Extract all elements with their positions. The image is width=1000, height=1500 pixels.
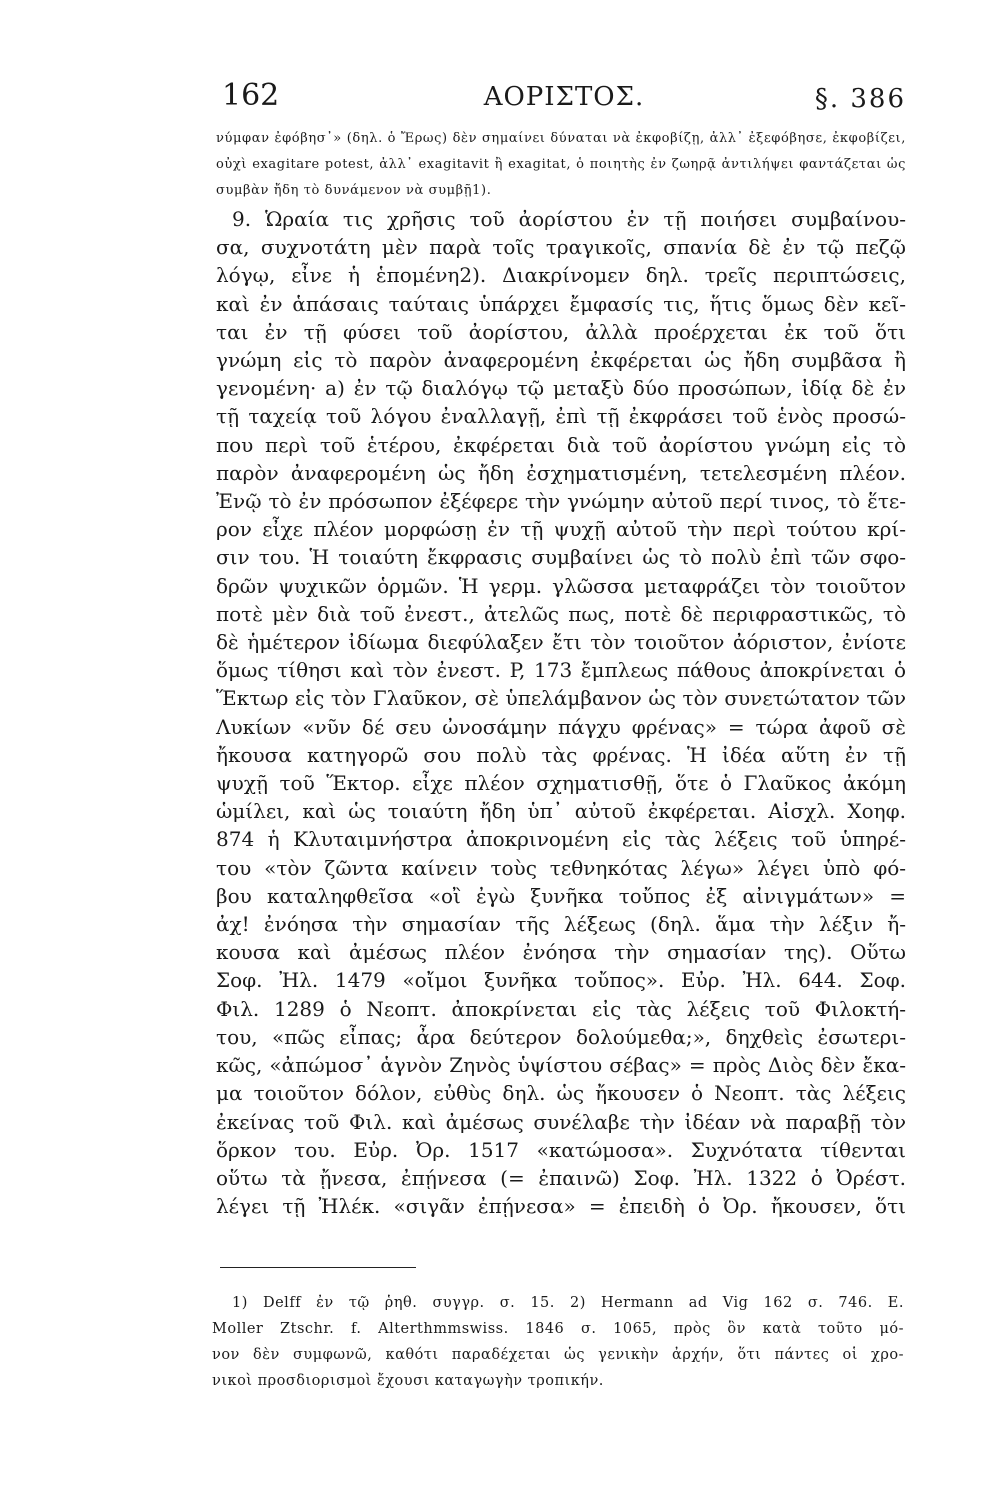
text-line: 9. Ὡραία τις χρῆσις τοῦ ἀορίστου ἐν τῇ ποιήσει συμβαίνου- [232,207,906,231]
text-line: βου καταληφθεῖσα «οἲ ἐγὼ ξυνῆκα τοὔπος ἐξ αἰνιγμάτων» = [216,883,906,908]
text-line: τῇ ταχείᾳ τοῦ λόγου ἐναλλαγῇ, ἐπὶ τῇ ἐκφράσει τοῦ ἑνὸς προσώ- [216,404,906,429]
text-line: οὕτω τὰ ᾔνεσα, ἐπῄνεσα (= ἐπαινῶ) Σοφ. Ἠλ. 1322 ὁ Ὀρέστ. [216,1165,906,1190]
section-number: §. 386 [814,84,906,114]
text-line: δὲ ἡμέτερον ἰδίωμα διεφύλαξεν ἔτι τὸν τοιοῦτον ἀόριστον, ἐνίοτε [216,630,906,655]
text-line: ὡμίλει, καὶ ὡς τοιαύτη ἤδη ὑπ᾽ αὐτοῦ ἐκφέρεται. Αἰσχλ. Χοηφ. [216,799,906,824]
text-line: Ἐνῷ τὸ ἐν πρόσωπον ἐξέφερε τὴν γνώμην αὐτοῦ περί τινος, τὸ ἕτε- [216,489,906,514]
text-line: κῶς, «ἀπώμοσ᾽ ἁγνὸν Ζηνὸς ὑψίστου σέβας» = πρὸς Διὸς δὲν ἔκα- [216,1053,906,1078]
text-line: καὶ ἐν ἁπάσαις ταύταις ὑπάρχει ἔμφασίς τις, ἥτις ὅμως δὲν κεῖ- [216,291,906,316]
text-line: γνώμη εἰς τὸ παρὸν ἀναφερομένη ἐκφέρεται ὡς ἤδη συμβᾶσα ἢ [216,348,906,373]
text-line: Ἕκτωρ εἰς τὸν Γλαῦκον, σὲ ὑπελάμβανον ὡς τὸν συνετώτατον τῶν [216,686,906,711]
running-title: ΑΟΡΙΣΤΟΣ. [483,82,645,112]
text-line: ψυχῇ τοῦ Ἕκτορ. εἶχε πλέον σχηματισθῇ, ὅτε ὁ Γλαῦκος ἀκόμη [216,771,906,796]
text-line: σα, συχνοτάτη μὲν παρὰ τοῖς τραγικοῖς, σπανία δὲ ἐν τῷ πεζῷ [216,235,906,260]
text-line: 874 ἡ Κλυταιμνήστρα ἀποκρινομένη εἰς τὰς λέξεις τοῦ ὑπηρέ- [216,827,906,852]
text-line: γενομένη· a) ἐν τῷ διαλόγῳ τῷ μεταξὺ δύο προσώπων, ἰδίᾳ δὲ ἐν [216,376,906,401]
footnote-line: 1) Delff ἐν τῷ ῥηθ. συγγρ. σ. 15. 2) Hermann ad Vig 162 σ. 746. E. [232,1295,904,1311]
text-line: λέγει τῇ Ἠλέκ. «σιγᾶν ἐπῄνεσα» = ἐπειδὴ ὁ Ὀρ. ἤκουσεν, ὅτι [216,1194,906,1219]
continued-footnote: νύμφαν ἐφόβησ᾽» (δηλ. ὁ Ἔρως) δὲν σημαίνει δύναται νὰ ἐκφοβίζῃ, ἀλλ᾽ ἐξεφόβησε, ἐκφοβίζει, οὐχὶ exagitare potest, ἀλλ᾽ exagitavit ἢ exagitat, ὁ ποιητὴς ἐν ζωηρᾷ ἀντιλήψει φαντάζεται ὡς συμβὰν ἤδη τὸ δυνάμενον νὰ συμβῇ1). [216,131,906,198]
text-line: ὅμως τίθησι καὶ τὸν ἐνεστ. P, 173 ἔμπλεως πάθους ἀποκρίνεται ὁ [216,658,906,683]
footnote-line: νον δὲν συμφωνῶ, καθότι παραδέχεται ὡς γενικὴν ἀρχήν, ὅτι πάντες οἱ χρο- [212,1347,904,1363]
footnote-rule [220,1267,416,1268]
text-line: ποτὲ μὲν διὰ τοῦ ἐνεστ., ἀτελῶς πως, ποτὲ δὲ περιφραστικῶς, τὸ [216,601,906,626]
page-number: 162 [222,78,280,113]
main-text [216,205,906,1220]
text-line: του, «πῶς εἶπας; ἆρα δεύτερον δολούμεθα;», δηχθεὶς ἐσωτερι- [216,1024,906,1049]
text-line: ἤκουσα κατηγορῶ σου πολὺ τὰς φρένας. Ἡ ἰδέα αὕτη ἐν τῇ [216,742,906,767]
text-line: του «τὸν ζῶντα καίνειν τοὺς τεθνηκότας λέγω» λέγει ὑπὸ φό- [216,855,906,880]
text-line: ὅρκον του. Εὐρ. Ὀρ. 1517 «κατώμοσα». Συχνότατα τίθενται [216,1137,906,1162]
text-line: ται ἐν τῇ φύσει τοῦ ἀορίστου, ἀλλὰ προέρχεται ἐκ τοῦ ὅτι [216,319,906,344]
footnote-line: Moller Ztschr. f. Alterthmmswiss. 1846 σ. 1065, πρὸς ὃν κατὰ τοῦτο μό- [212,1321,904,1337]
text-line: σιν του. Ἡ τοιαύτη ἔκφρασις συμβαίνει ὡς τὸ πολὺ ἐπὶ τῶν σφο- [216,545,906,570]
text-line: παρὸν ἀναφερομένη ὡς ἤδη ἐσχηματισμένη, τετελεσμένη πλέον. [216,460,906,485]
text-line: κουσα καὶ ἀμέσως πλέον ἐνόησα τὴν σημασίαν της). Οὕτω [216,940,906,965]
text-line: ἀχ! ἐνόησα τὴν σημασίαν τῆς λέξεως (δηλ. ἅμα τὴν λέξιν ἤ- [216,912,906,937]
text-line: δρῶν ψυχικῶν ὁρμῶν. Ἡ γερμ. γλῶσσα μεταφράζει τὸν τοιοῦτον [216,573,906,598]
text-line: λόγῳ, εἶνε ἡ ἑπομένη2). Διακρίνομεν δηλ. τρεῖς περιπτώσεις, [216,263,906,288]
text-line: Λυκίων «νῦν δέ σευ ὠνοσάμην πάγχυ φρένας» = τώρα ἀφοῦ σὲ [216,714,906,739]
text-line: μα τοιοῦτον δόλον, εὐθὺς δηλ. ὡς ἤκουσεν ὁ Νεοπτ. τὰς λέξεις [216,1081,906,1106]
text-line: που περὶ τοῦ ἑτέρου, ἐκφέρεται διὰ τοῦ ἀορίστου γνώμη εἰς τὸ [216,432,906,457]
text-line: Φιλ. 1289 ὁ Νεοπτ. ἀποκρίνεται εἰς τὰς λέξεις τοῦ Φιλοκτή- [216,996,906,1021]
text-line: Σοφ. Ἠλ. 1479 «οἴμοι ξυνῆκα τοὔπος». Εὐρ. Ἠλ. 644. Σοφ. [216,968,906,993]
page-header [222,78,906,118]
text-line: ρον εἶχε πλέον μορφώσῃ ἐν τῇ ψυχῇ αὐτοῦ τὴν περὶ τούτου κρί- [216,517,906,542]
footnote-line: νικοὶ προσδιορισμοὶ ἔχουσι καταγωγὴν τροπικήν. [212,1373,604,1389]
footnotes [212,1290,904,1394]
text-line: ἐκείνας τοῦ Φιλ. καὶ ἀμέσως συνέλαβε τὴν ἰδέαν νὰ παραβῇ τὸν [216,1109,906,1134]
